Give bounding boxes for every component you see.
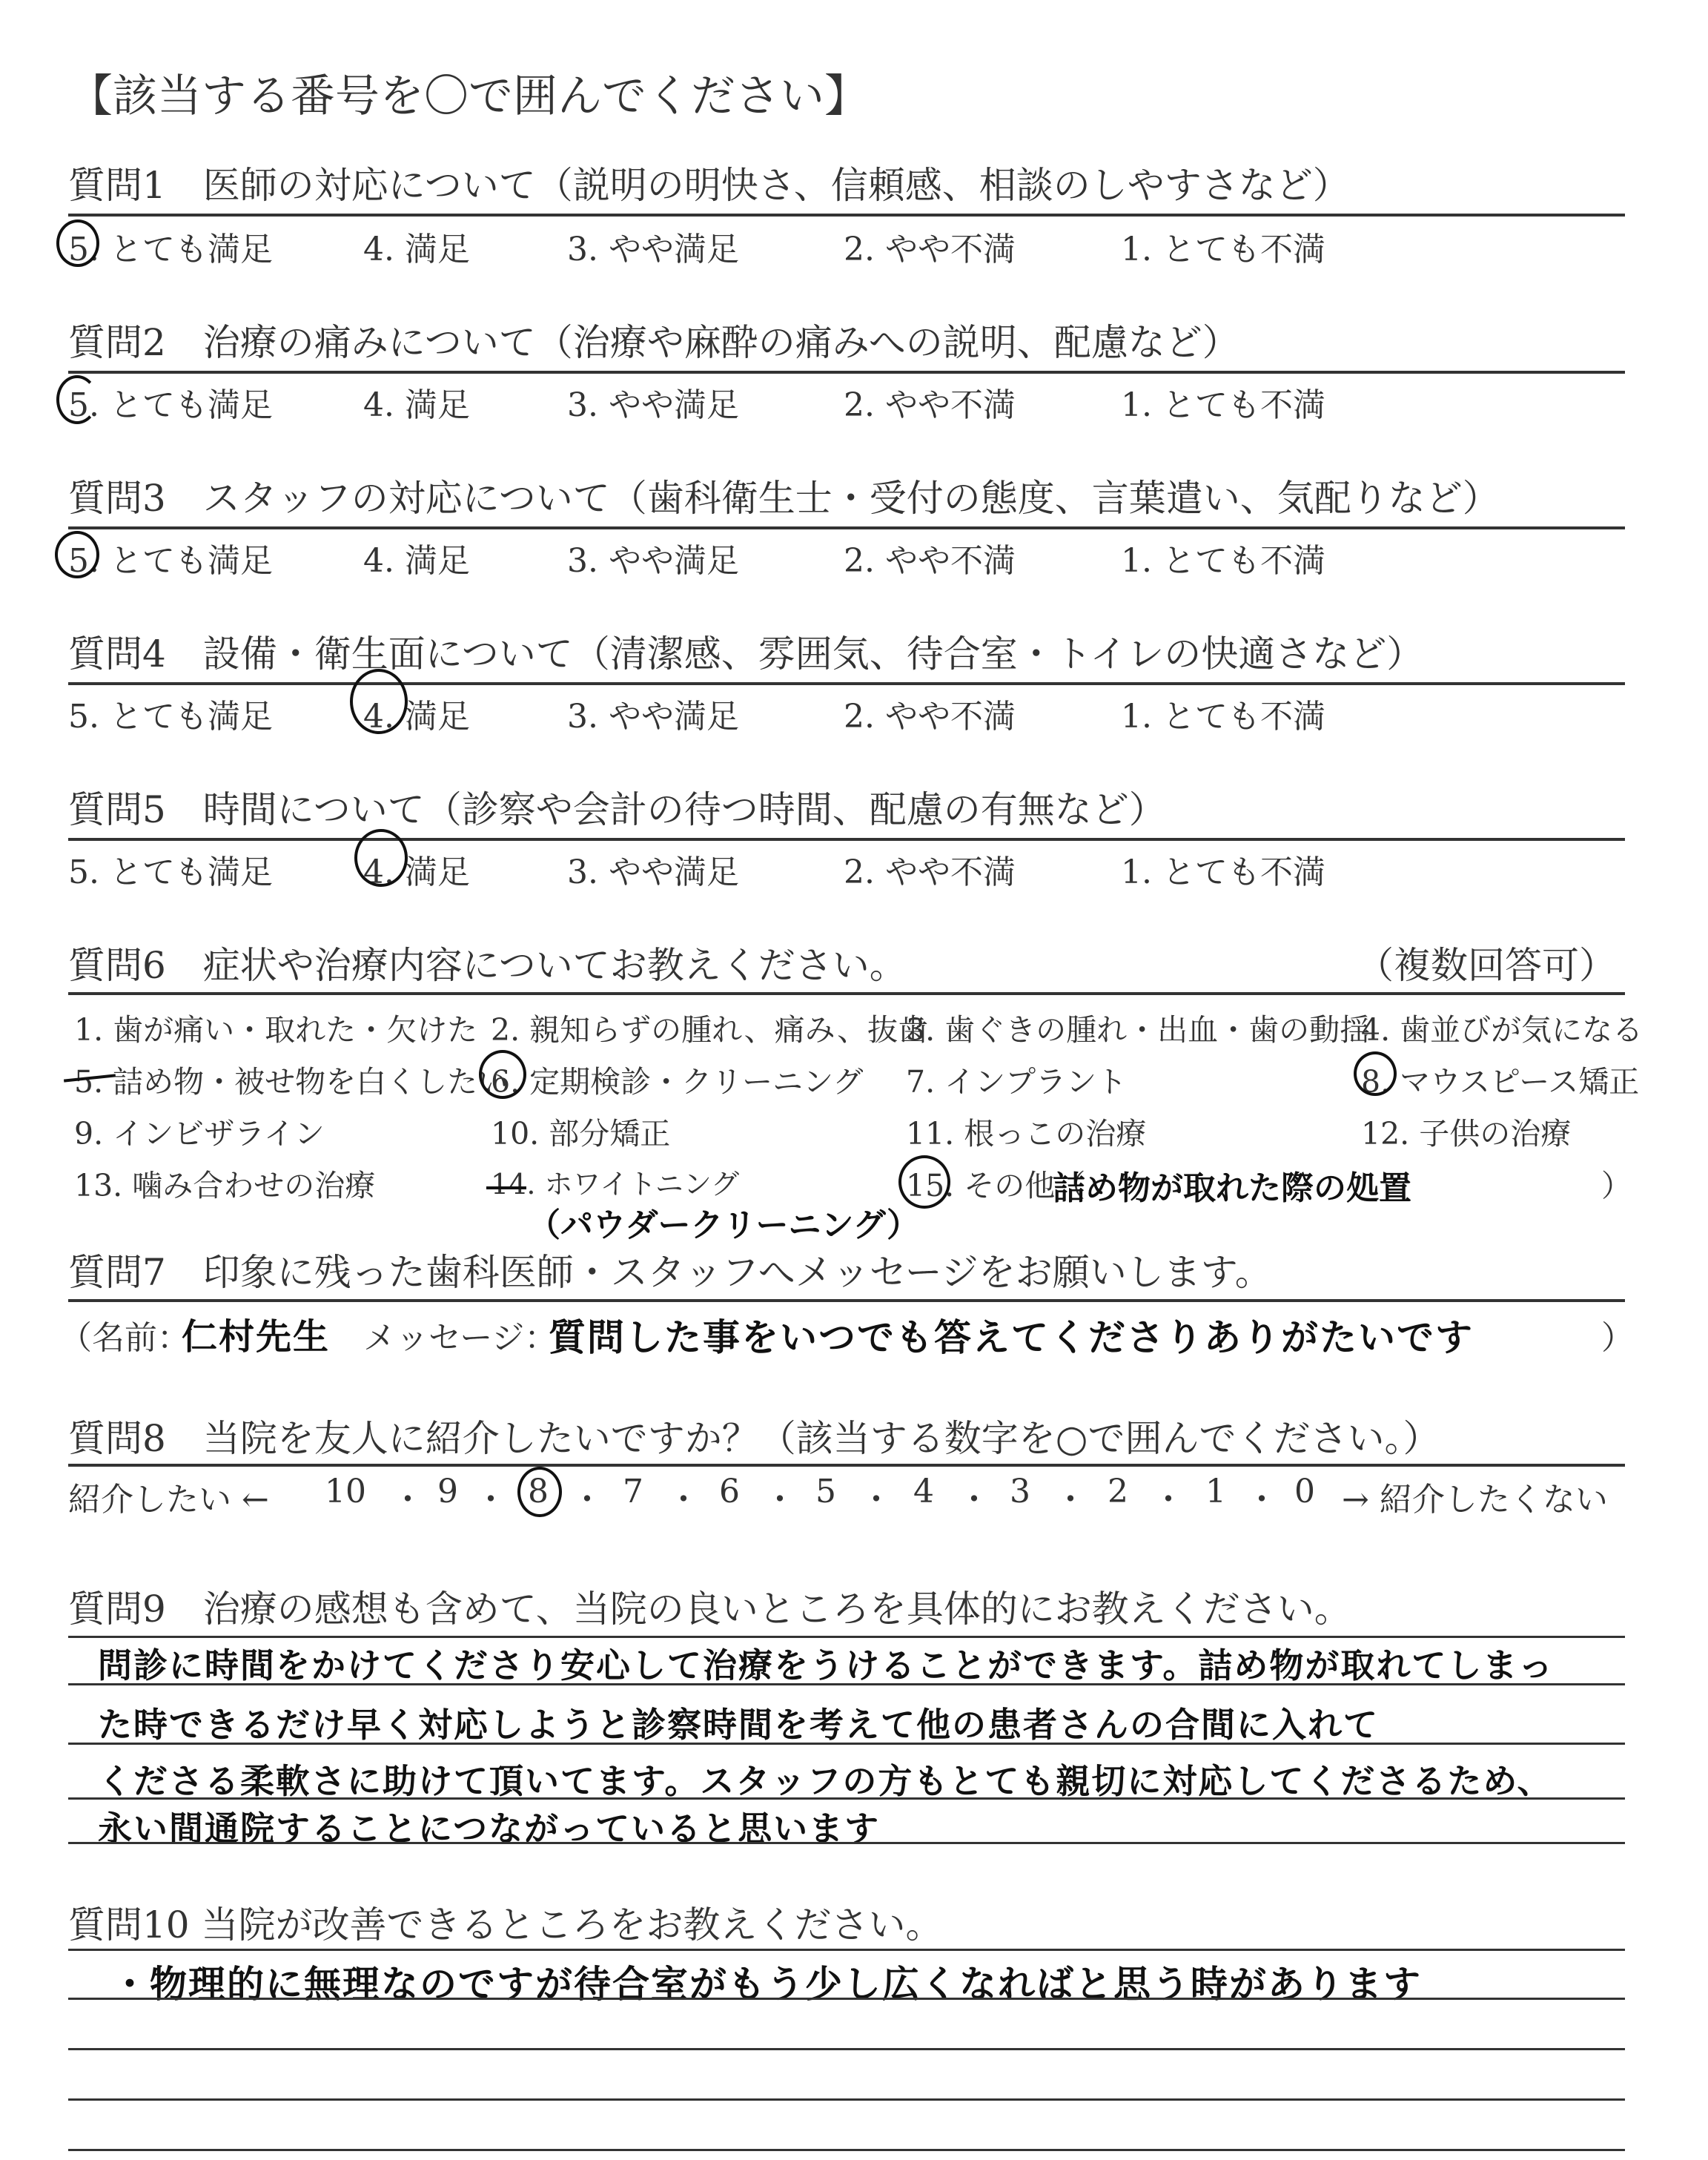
page-header: 【該当する番号を〇で囲んでください】 [68,70,869,122]
q6-item-10[interactable]: 10. 部分矯正 [491,1116,671,1152]
q6-item-1[interactable]: 1. 歯が痛い・取れた・欠けた [74,1012,478,1048]
q5-option-4[interactable]: 4. 満足 [363,853,470,891]
q2-option-5[interactable]: 5. とても満足 [68,386,273,424]
q6-item-15[interactable]: 15. その他（ [906,1168,1086,1203]
q8-dot: ・ [860,1481,893,1519]
q6-item-11[interactable]: 11. 根っこの治療 [906,1116,1147,1152]
answer-line [68,1998,1625,2000]
q2-option-4[interactable]: 4. 満足 [363,386,470,424]
divider [68,214,1625,217]
q3-option-3[interactable]: 3. やや満足 [567,542,739,580]
q8-dot: ・ [1152,1481,1185,1519]
q1-option-2[interactable]: 2. やや不満 [844,231,1016,268]
q8-score-10[interactable]: 10 [325,1473,366,1510]
q6-item-5[interactable]: 5. 詰め物・被せ物を白くしたい [74,1064,509,1100]
q6-note-15-handwritten: 詰め物が取れた際の処置 [1053,1169,1411,1207]
q8-score-3[interactable]: 3 [1010,1473,1030,1510]
q8-score-7[interactable]: 7 [623,1473,643,1510]
q5-option-3[interactable]: 3. やや満足 [567,853,739,891]
divider [68,1464,1625,1467]
question-7-label: 質問7 印象に残った歯科医師・スタッフへメッセージをお願いします。 [68,1251,1272,1294]
q4-option-4[interactable]: 4. 満足 [363,698,470,736]
q7-name-label: （名前： [59,1319,190,1357]
question-2-label: 質問2 治療の痛みについて（治療や麻酔の痛みへの説明、配慮など） [68,321,1239,364]
q6-item-8[interactable]: 8. マウスピース矯正 [1361,1064,1640,1100]
q7-close-paren: ） [1601,1319,1634,1357]
selection-mark [486,1186,526,1189]
divider [68,682,1625,685]
selection-circle [354,829,408,887]
selection-circle [1354,1051,1397,1096]
q9-answer-line-2[interactable]: た時できるだけ早く対応しようと診察時間を考えて他の患者さんの合間に入れて [98,1705,1379,1745]
q8-score-5[interactable]: 5 [815,1473,836,1510]
q3-option-2[interactable]: 2. やや不満 [844,542,1016,580]
q1-option-4[interactable]: 4. 満足 [363,231,470,268]
q3-option-4[interactable]: 4. 満足 [363,542,470,580]
question-4-label: 質問4 設備・衛生面について（清潔感、雰囲気、待合室・トイレの快適さなど） [68,633,1424,676]
q2-option-3[interactable]: 3. やや満足 [567,386,739,424]
divider [68,371,1625,374]
q6-item-4[interactable]: 4. 歯並びが気になる [1361,1012,1644,1048]
q6-item-14[interactable]: 14. ホワイトニング [491,1168,740,1200]
q2-option-1[interactable]: 1. とても不満 [1121,386,1325,424]
answer-line [68,2149,1625,2151]
q9-answer-line-1[interactable]: 問診に時間をかけてくださり安心して治療をうけることができます。詰め物が取れてしまっ [98,1645,1555,1685]
question-6-label: 質問6 症状や治療内容についてお教えください。 [68,944,907,987]
q4-option-1[interactable]: 1. とても不満 [1121,698,1325,736]
question-5-label: 質問5 時間について（診察や会計の待つ時間、配慮の有無など） [68,788,1166,831]
q8-left-label: 紹介したい ← [68,1481,269,1519]
q8-score-8[interactable]: 8 [528,1473,549,1510]
selection-circle [517,1467,562,1517]
selection-circle [350,669,408,734]
q7-message-value[interactable]: 質問した事をいつでも答えてくださりありがたいです [549,1316,1474,1359]
q8-dot: ・ [474,1481,507,1519]
q6-item-15-close: ） [1601,1168,1632,1203]
q5-option-2[interactable]: 2. やや不満 [844,853,1016,891]
q10-answer[interactable]: ・物理的に無理なのですが待合室がもう少し広くなればと思う時があります [111,1963,1422,2006]
selection-circle [56,375,98,424]
q4-option-2[interactable]: 2. やや不満 [844,698,1016,736]
q5-option-1[interactable]: 1. とても不満 [1121,853,1325,891]
q8-right-label: → 紹介したくない [1342,1481,1608,1519]
q8-dot: ・ [764,1481,796,1519]
selection-circle [55,531,99,578]
q6-item-2[interactable]: 2. 親知らずの腫れ、痛み、抜歯 [491,1012,929,1048]
q8-dot: ・ [1054,1481,1087,1519]
q6-item-12[interactable]: 12. 子供の治療 [1361,1116,1572,1152]
q7-name-value[interactable]: 仁村先生 [182,1316,331,1358]
q6-note-14-handwritten: （パウダークリーニング） [528,1206,919,1244]
q6-item-7[interactable]: 7. インプラント [906,1064,1128,1100]
q8-dot: ・ [667,1481,700,1519]
question-8-label: 質問8 当院を友人に紹介したいですか？（該当する数字を○で囲んでください。） [68,1417,1440,1460]
q5-option-5[interactable]: 5. とても満足 [68,853,273,891]
selection-circle [56,219,99,267]
q8-dot: ・ [958,1481,990,1519]
q2-option-2[interactable]: 2. やや不満 [844,386,1016,424]
q8-dot: ・ [571,1481,603,1519]
question-6-note: （複数回答可） [1357,944,1616,987]
selection-circle [898,1155,950,1209]
q8-dot: ・ [1245,1481,1278,1519]
q9-answer-line-3[interactable]: くださる柔軟さに助けて頂いてます。スタッフの方もとても親切に対応してくださるため、 [98,1761,1553,1801]
question-3-label: 質問3 スタッフの対応について（歯科衛生士・受付の態度、言葉遣い、気配りなど） [68,477,1500,520]
q6-item-6[interactable]: 6. 定期検診・クリーニング [491,1064,864,1100]
q4-option-3[interactable]: 3. やや満足 [567,698,739,736]
question-10-label: 質問10 当院が改善できるところをお教えください。 [68,1903,943,1946]
answer-line [68,1797,1625,1800]
q1-option-5[interactable]: 5. とても満足 [68,231,273,268]
answer-line [68,2098,1625,2101]
question-1-label: 質問1 医師の対応について（説明の明快さ、信頼感、相談のしやすさなど） [68,164,1350,207]
q7-message-label: メッセージ： [363,1319,557,1357]
question-9-label: 質問9 治療の感想も含めて、当院の良いところを具体的にお教えください。 [68,1588,1351,1631]
q3-option-1[interactable]: 1. とても不満 [1121,542,1325,580]
q8-score-4[interactable]: 4 [913,1473,934,1510]
q6-item-13[interactable]: 13. 噛み合わせの治療 [74,1168,376,1203]
divider [68,1949,1625,1951]
answer-line [68,2048,1625,2050]
q8-score-2[interactable]: 2 [1108,1473,1128,1510]
divider [68,1299,1625,1302]
answer-line [68,1743,1625,1745]
q1-option-1[interactable]: 1. とても不満 [1121,231,1325,268]
q1-option-3[interactable]: 3. やや満足 [567,231,739,268]
q8-score-1[interactable]: 1 [1205,1473,1226,1510]
divider [68,992,1625,995]
q3-option-5[interactable]: 5. とても満足 [68,542,273,580]
divider [68,1636,1625,1638]
divider [68,526,1625,529]
q6-item-3[interactable]: 3. 歯ぐきの腫れ・出血・歯の動揺 [906,1012,1371,1048]
answer-line [68,1683,1625,1685]
selection-circle [479,1050,526,1099]
q8-score-9[interactable]: 9 [437,1473,458,1510]
q8-score-6[interactable]: 6 [719,1473,740,1510]
answer-line [68,1842,1625,1844]
q8-dot: ・ [391,1481,424,1519]
q4-option-5[interactable]: 5. とても満足 [68,698,273,736]
q8-score-0[interactable]: 0 [1294,1473,1315,1510]
q9-answer-line-4[interactable]: 永い間通院することにつながっていると思います [98,1809,881,1849]
divider [68,838,1625,841]
q6-item-9[interactable]: 9. インビザライン [74,1116,325,1152]
